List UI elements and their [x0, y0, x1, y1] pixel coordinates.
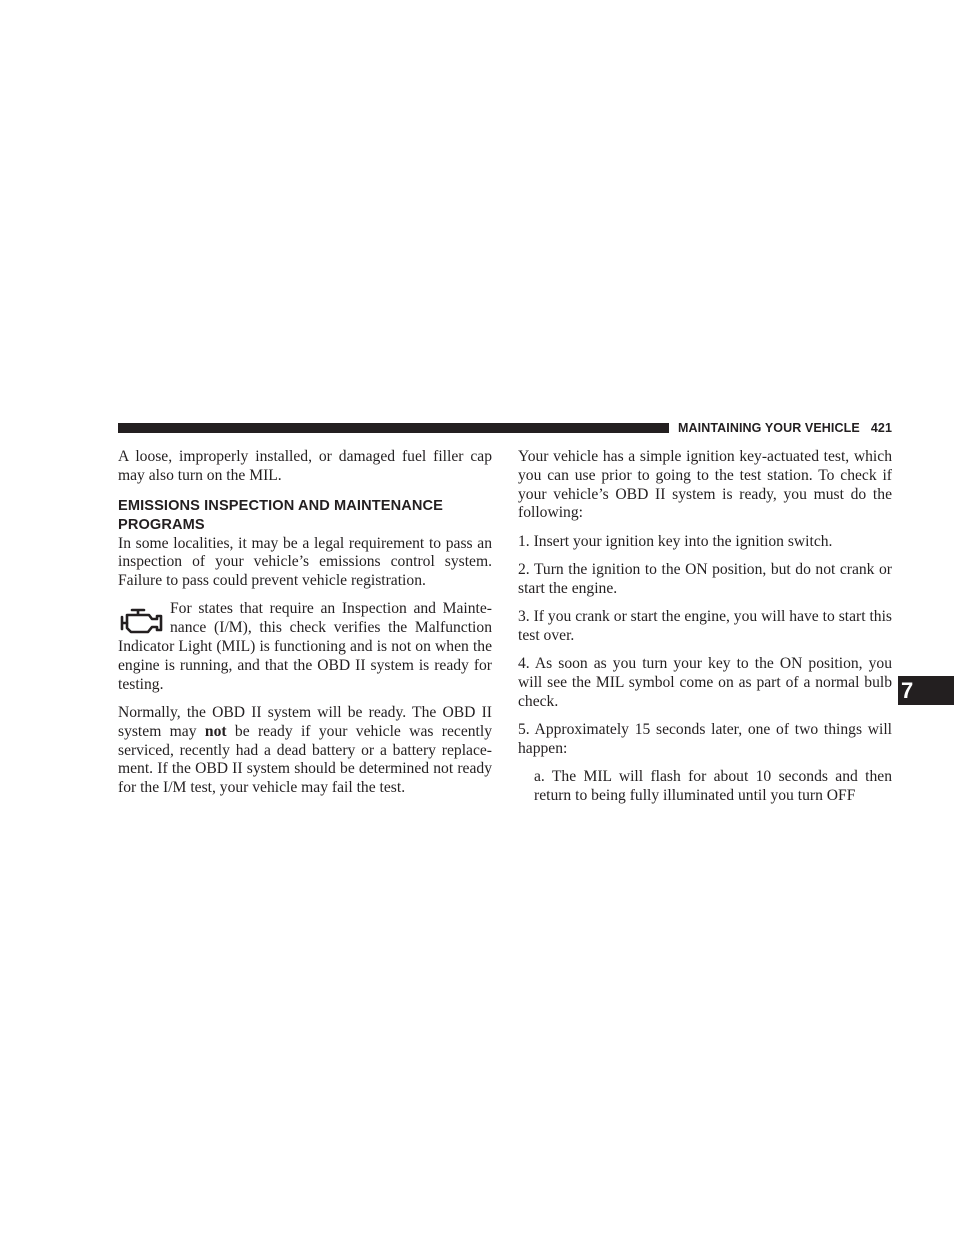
running-head — [678, 420, 892, 436]
step-4: 4. As soon as you turn your key to the ON position, you will see the MIL symbol come on as part of a normal bulb check. — [518, 655, 892, 710]
emphasis-not: not — [204, 722, 227, 740]
heading-line-1: EMISSIONS INSPECTION AND MAINTENANCE — [118, 497, 443, 514]
mil-paragraph-block — [118, 600, 492, 694]
section-title: MAINTAINING YOUR VEHICLE — [678, 421, 860, 435]
step-3: 3. If you crank or start the engine, you will have to start this test over. — [518, 608, 892, 644]
check-engine-icon — [118, 603, 164, 637]
chapter-number: 7 — [901, 677, 914, 703]
step-1: 1. Insert your ignition key into the ignition switch. — [518, 532, 833, 550]
left-column — [118, 448, 492, 807]
section-heading — [118, 497, 492, 535]
intro-paragraph: A loose, improperly installed, or damaged fuel filler cap may also turn on the MIL. — [118, 448, 492, 484]
header-rule — [118, 423, 669, 433]
heading-line-2: PROGRAMS — [118, 516, 205, 533]
readiness-paragraph — [118, 704, 492, 798]
page-number: 421 — [870, 421, 892, 435]
step-5: 5. Approximately 15 seconds later, one of two things will happen: — [518, 721, 892, 757]
right-column — [518, 448, 892, 815]
test-intro-paragraph: Your vehicle has a simple ignition key-actuated test, which you can use prior to going to the test station. To check if your vehicle’s OBD II system is ready, you must do the following: — [518, 448, 892, 522]
mil-paragraph: For states that require an Inspection and Mainte-nance (I/M), this check verifies the Malfunction Indicator Light (MIL) is functioning and is not on when the engine is running, and that the OBD II system is ready for testing. — [118, 600, 492, 693]
step-2: 2. Turn the ignition to the ON position, but do not crank or start the engine. — [518, 560, 892, 597]
readiness-text-start: Normally, the OBD II system will be ready. The OBD II system may — [118, 703, 492, 740]
requirement-paragraph: In some localities, it may be a legal requirement to pass an inspection of your vehicle’s emissions control system. Failure to pass could prevent vehicle registration. — [118, 534, 492, 590]
chapter-tab — [898, 676, 954, 705]
readiness-text-end: be ready if your vehicle was recently serviced, recently had a dead battery or a battery replace-ment. If the OBD II system should be determined not ready for the I/M test, your vehicle may fail the test. — [118, 722, 493, 797]
substep-a: a. The MIL will flash for about 10 seconds and then return to being fully illuminated until you turn OFF — [534, 768, 892, 804]
